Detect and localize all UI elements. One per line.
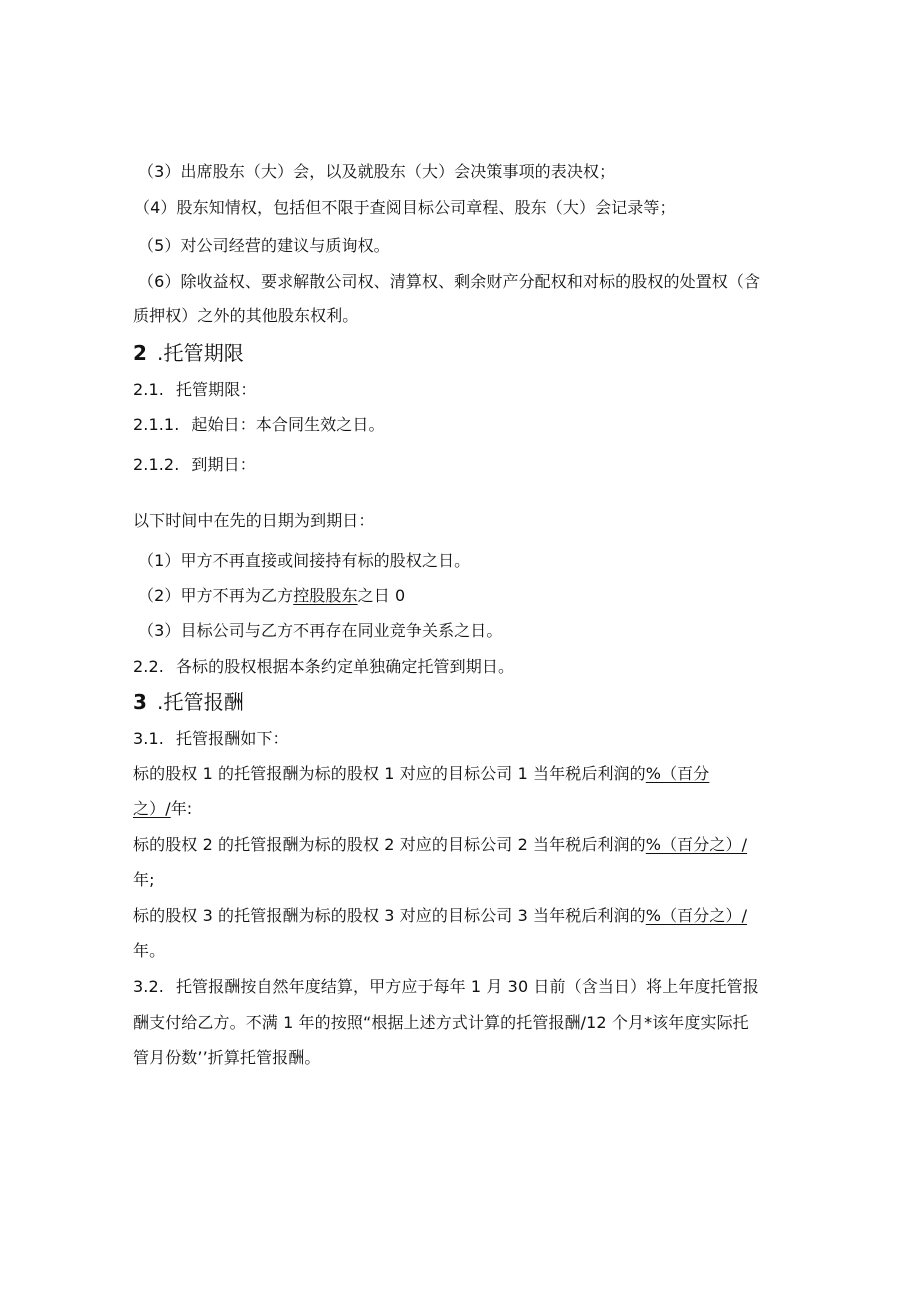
clause-text: 各标的股权根据本条约定单独确定托管到期日。 [175, 657, 515, 676]
section-number: 2 [133, 341, 148, 365]
fee-line-equity-1 [133, 764, 709, 785]
clause-3-1 [133, 729, 289, 750]
fee-line-equity-3-cont: 年。 [133, 941, 166, 960]
clause-3-2 [133, 977, 759, 998]
fee-rate-blank: 之）/ [133, 799, 171, 818]
clause-item-4: （4）股东知情权，包括但不限于查阅目标公司章程、股东（大）会记录等； [134, 198, 676, 217]
clause-item-5: （5）对公司经营的建议与质询权。 [138, 236, 390, 255]
clause-item-3: （3）出席股东（大）会，以及就股东（大）会决策事项的表决权； [138, 162, 616, 181]
clause-number: 3.1. [133, 729, 164, 748]
clause-2-1-1 [133, 415, 385, 436]
clause-2-1-2 [133, 455, 256, 476]
fee-unit: 年: [170, 799, 193, 818]
fee-rate-blank: %（百分之）/ [645, 906, 748, 925]
clause-number: 2.1.2. [133, 455, 180, 474]
fee-text: 标的股权 3 的托管报酬为标的股权 3 对应的目标公司 3 当年税后利润的 [133, 906, 646, 925]
fee-line-equity-1-cont [133, 799, 192, 820]
clause-item-6: （6）除收益权、要求解散公司权、清算权、剩余财产分配权和对标的股权的处置权（含 [138, 272, 761, 291]
clause-text: 托管报酬如下： [175, 729, 289, 748]
clause-item-6-cont: 质押权）之外的其他股东权利。 [133, 306, 359, 325]
controlling-shareholder-term: 控股股东 [293, 586, 358, 605]
clause-number: 2.2. [133, 657, 164, 676]
section-number: 3 [133, 690, 148, 714]
clause-text: 托管期限： [175, 380, 257, 399]
expiry-item-2-text: （2）甲方不再为乙方 [138, 586, 294, 605]
expiry-item-2 [138, 586, 405, 607]
paragraph-expiry-intro: 以下时间中在先的日期为到期日： [133, 511, 375, 530]
clause-text: 托管报酬按自然年度结算，甲方应于每年 1 月 30 日前（含当日）将上年度托管报 [175, 977, 759, 996]
expiry-item-1: （1）甲方不再直接或间接持有标的股权之日。 [138, 551, 471, 570]
clause-number: 2.1.1. [133, 415, 180, 434]
section-title: .托管期限 [157, 341, 244, 365]
section-heading-3 [133, 689, 244, 715]
clause-text: 到期日： [191, 455, 256, 474]
expiry-item-3: （3）目标公司与乙方不再存在同业竞争关系之日。 [138, 621, 503, 640]
clause-number: 2.1. [133, 380, 164, 399]
clause-2-1 [133, 380, 256, 401]
fee-line-equity-2-cont: 年; [133, 870, 155, 889]
section-heading-2 [133, 340, 244, 366]
expiry-item-2-tail: 之日 0 [357, 586, 406, 605]
clause-number: 3.2. [133, 977, 164, 996]
clause-text: 起始日：本合同生效之日。 [191, 415, 385, 434]
fee-line-equity-2 [133, 835, 747, 856]
fee-line-equity-3 [133, 906, 747, 927]
fee-text: 标的股权 2 的托管报酬为标的股权 2 对应的目标公司 2 当年税后利润的 [133, 835, 646, 854]
clause-3-2-cont-1: 酬支付给乙方。不满 1 年的按照“根据上述方式计算的托管报酬/12 个月*该年度实际托 [133, 1013, 749, 1032]
fee-text: 标的股权 1 的托管报酬为标的股权 1 对应的目标公司 1 当年税后利润的 [133, 764, 646, 783]
clause-2-2 [133, 657, 514, 678]
fee-rate-blank: %（百分 [645, 764, 710, 783]
fee-rate-blank: %（百分之）/ [645, 835, 748, 854]
section-title: .托管报酬 [157, 690, 244, 714]
clause-3-2-cont-2: 管月份数’’折算托管报酬。 [133, 1048, 321, 1067]
